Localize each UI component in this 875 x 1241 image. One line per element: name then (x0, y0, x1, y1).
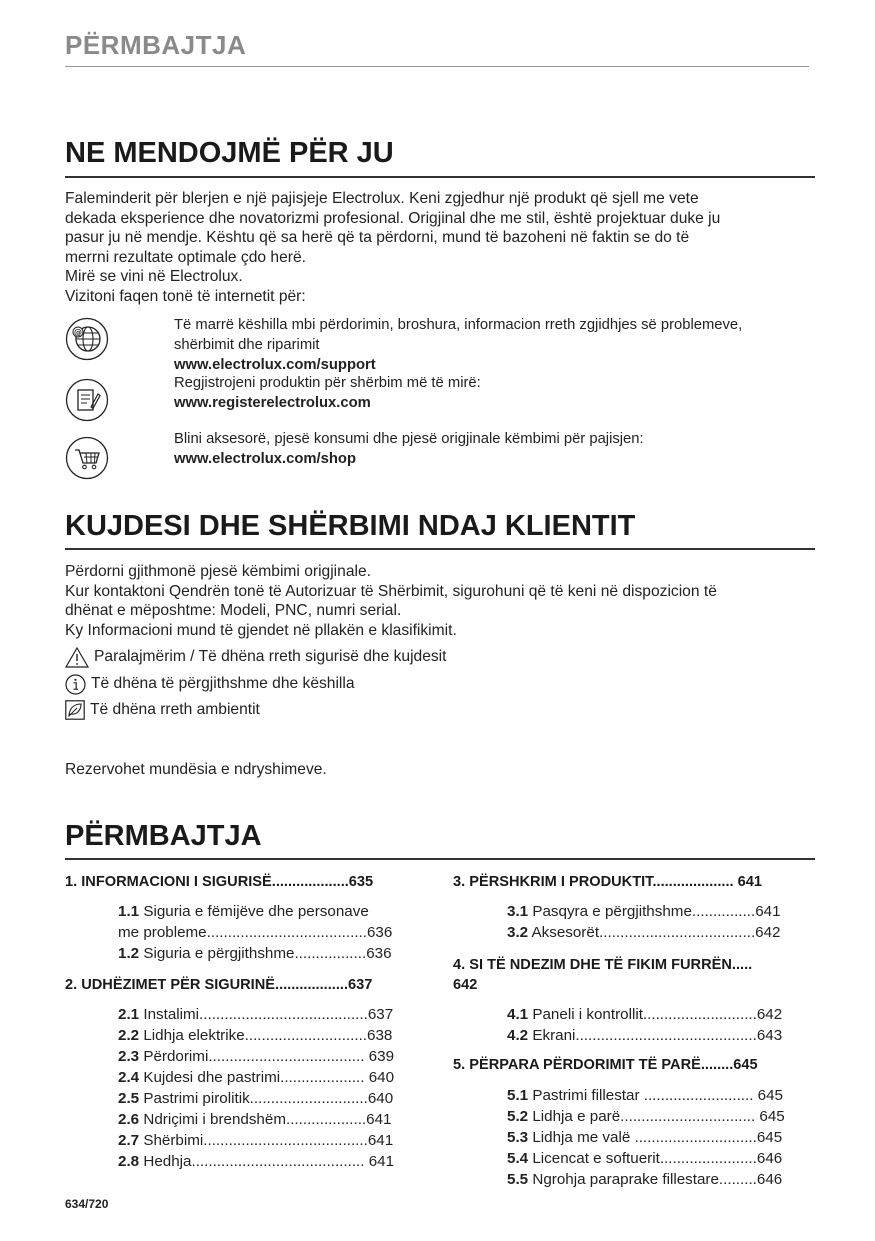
intro-line: pasur ju në mendje. Kështu që sa herë që ta përdorni, mund të bazoheni në faktin se do të (65, 229, 690, 246)
toc-item[interactable]: 3.1 Pasqyra e përgjithshme...............641 (507, 903, 781, 920)
toc-item[interactable]: 2.5 Pastrimi pirolitik............................640 (118, 1090, 394, 1107)
reserved-note-text: Rezervohet mundësia e ndryshimeve. (65, 761, 327, 778)
globe-icon (65, 317, 109, 361)
toc-item[interactable]: 2.8 Hedhja......................................... 641 (118, 1153, 395, 1170)
warning-legend (65, 646, 446, 668)
toc-item[interactable]: 3.2 Aksesorët.....................................642 (507, 924, 781, 941)
register-link-row (174, 373, 481, 413)
shop-url-link[interactable]: www.electrolux.com/shop (174, 451, 356, 467)
toc-item[interactable]: 4.2 Ekrani...........................................643 (507, 1027, 783, 1044)
intro-line: Vizitoni faqen tonë të internetit për: (65, 287, 306, 305)
support-link-row (174, 315, 742, 375)
section-divider (65, 548, 815, 550)
leaf-icon (65, 700, 85, 720)
register-url-link[interactable]: www.registerelectrolux.com (174, 395, 371, 411)
page-header-title: PËRMBAJTJA (65, 30, 247, 60)
shop-link-row (174, 429, 644, 469)
section-divider (65, 858, 815, 860)
toc-item[interactable]: 1.2 Siguria e përgjithshme.................636 (118, 945, 392, 962)
toc-item[interactable]: 5.4 Licencat e softuerit.......................646 (507, 1150, 783, 1167)
register-description: Regjistrojeni produktin për shërbim më të mirë: (174, 375, 481, 391)
info-legend-text: Të dhëna të përgjithshme dhe këshilla (91, 675, 355, 692)
toc-section-5[interactable]: 5. PËRPARA PËRDORIMIT TË PARË........645 (453, 1057, 758, 1073)
toc-item[interactable]: 5.1 Pastrimi fillestar .......................... 645 (507, 1087, 784, 1104)
toc-item[interactable]: 5.5 Ngrohja paraprake fillestare.........646 (507, 1171, 783, 1188)
toc-section-3-items (507, 901, 781, 943)
toc-heading: PËRMBAJTJA (65, 820, 262, 852)
toc-item[interactable]: me probleme......................................636 (118, 924, 393, 941)
environment-legend-text: Të dhëna rreth ambientit (90, 701, 260, 718)
intro-paragraph (65, 189, 815, 306)
info-icon (65, 674, 86, 695)
cart-icon (65, 436, 109, 480)
support-description-cont: shërbimit dhe riparimit (174, 337, 320, 353)
care-line: Përdorni gjithmonë pjesë këmbimi origjinale. (65, 563, 371, 580)
care-line: Ky Informacioni mund të gjendet në pllakën e klasifikimit. (65, 621, 457, 639)
support-description: Të marrë këshilla mbi përdorimin, broshura, informacion rreth zgjidhjes së problemeve, (174, 317, 743, 333)
toc-item[interactable]: 2.3 Përdorimi..................................... 639 (118, 1048, 395, 1065)
toc-item[interactable]: 2.4 Kujdesi dhe pastrimi.................... 640 (118, 1069, 395, 1086)
section-divider (65, 176, 815, 178)
warning-legend-text: Paralajmërim / Të dhëna rreth sigurisë dhe kujdesit (94, 648, 447, 665)
intro-line: Mirë se vini në Electrolux. (65, 268, 243, 285)
intro-line: dekada eksperience dhe novatorizmi profesional. Origjinal dhe me stil, është projektuar duke ju (65, 209, 721, 227)
reserved-note (65, 760, 815, 780)
care-line: dhënat e mëposhtme: Modeli, PNC, numri serial. (65, 602, 402, 619)
intro-line: merrni rezultate optimale çdo herë. (65, 248, 306, 266)
shop-description: Blini aksesorë, pjesë konsumi dhe pjesë origjinale këmbimi për pajisjen: (174, 431, 644, 447)
section-heading-customer-care: KUJDESI DHE SHËRBIMI NDAJ KLIENTIT (65, 510, 636, 542)
toc-section-4-items (507, 1004, 782, 1046)
care-line: Kur kontaktoni Qendrën tonë të Autorizuar të Shërbimit, sigurohuni që të keni në dispozicion të (65, 582, 717, 600)
toc-section-1-items (118, 901, 392, 964)
toc-item[interactable]: 1.1 Siguria e fëmijëve dhe personave (118, 903, 369, 920)
support-url-link[interactable]: www.electrolux.com/support (174, 357, 376, 373)
header-divider (65, 66, 809, 67)
toc-item[interactable]: 4.1 Paneli i kontrollit...........................642 (507, 1006, 783, 1023)
toc-section-4-page: 642 (453, 977, 478, 993)
page-number: 634/720 (65, 1197, 109, 1211)
toc-item[interactable]: 5.3 Lidhja me valë .............................645 (507, 1129, 783, 1146)
intro-line: Faleminderit për blerjen e një pajisjeje Electrolux. Keni zgjedhur një produkt që sjell me vete (65, 190, 699, 207)
toc-section-5-items (507, 1085, 785, 1190)
toc-section-2-items (118, 1004, 394, 1172)
toc-item[interactable]: 2.7 Shërbimi.......................................641 (118, 1132, 394, 1149)
toc-item[interactable]: 2.1 Instalimi........................................637 (118, 1006, 394, 1023)
toc-item[interactable]: 2.2 Lidhja elektrike.............................638 (118, 1027, 393, 1044)
info-legend (65, 673, 355, 695)
register-icon (65, 378, 109, 422)
section-heading-we-think: NE MENDOJMË PËR JU (65, 137, 394, 169)
toc-section-4[interactable] (453, 955, 752, 995)
toc-section-3[interactable]: 3. PËRSHKRIM I PRODUKTIT.................... 641 (453, 874, 762, 890)
toc-item[interactable]: 2.6 Ndriçimi i brendshëm...................641 (118, 1111, 392, 1128)
environment-legend (65, 699, 260, 721)
warning-icon (65, 647, 89, 668)
svg-text:@: @ (74, 328, 82, 337)
toc-section-1[interactable]: 1. INFORMACIONI I SIGURISË...................635 (65, 874, 374, 890)
care-paragraph (65, 562, 815, 640)
toc-section-4-title: 4. SI TË NDEZIM DHE TË FIKIM FURRËN..... (453, 957, 753, 973)
toc-section-2[interactable]: 2. UDHËZIMET PËR SIGURINË..................637 (65, 977, 373, 993)
toc-item[interactable]: 5.2 Lidhja e parë................................ 645 (507, 1108, 785, 1125)
